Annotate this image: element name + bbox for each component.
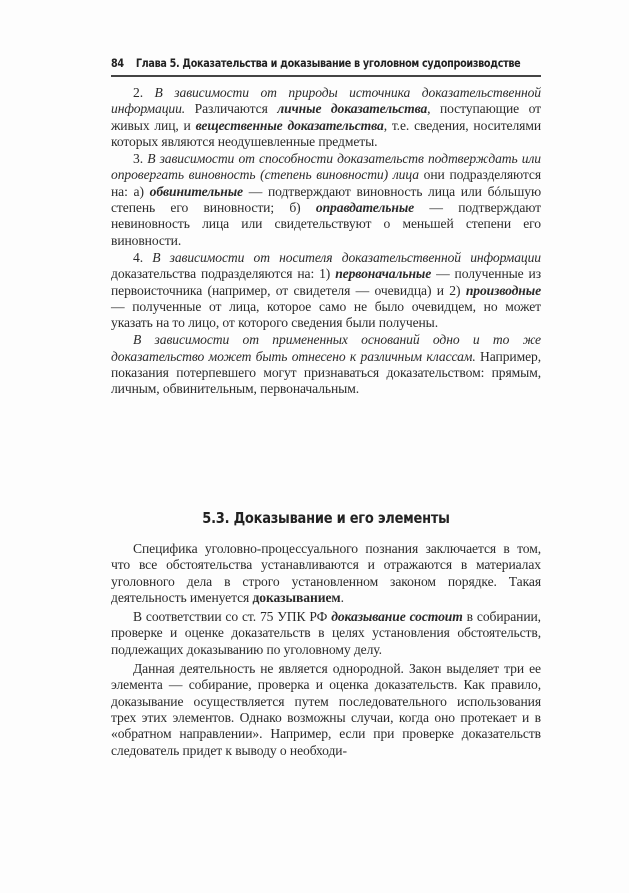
term-personal-evidence: личные доказательства bbox=[277, 101, 428, 117]
paragraph-source-nature: 2. В зависимости от природы источника доказательственной информации. Различаются личные доказательства, поступающие от живых лиц, и вещественные доказательства, т.е. сведения, носителями которых являются неодушевленные предметы. bbox=[111, 85, 542, 149]
page-number: 84 bbox=[111, 57, 124, 70]
term-exculpatory: оправдательные bbox=[315, 200, 415, 216]
paragraph-classes-note: В зависимости от примененных оснований одно и то же доказательство может быть отнесено к различным классам. Например, показания потерпевшего могут признаваться доказательством: прямым, личным, обвинительным, первоначальным. bbox=[111, 332, 541, 397]
section-title: 5.3. Доказывание и его элементы bbox=[202, 509, 450, 527]
paragraph-guilt-ability: 3. В зависимости от способности доказательств подтверждать или опровергать виновность (степень виновности) лица они подразделяются на: а) обвинительные — подтверждают виновность лица или бóльшую степень его виновности; б) оправдательные — подтверждают невиновность лица или свидетельствуют о меньшей степени его виновности. bbox=[111, 151, 542, 248]
term-proving-consists: доказывание состоит bbox=[331, 609, 463, 625]
running-header bbox=[111, 57, 521, 70]
term-proving: доказыванием bbox=[252, 589, 341, 605]
paragraph-article-75: В соответствии со ст. 75 УПК РФ доказывание состоит в собирании, проверке и оценке доказательств в целях установления обстоятельств, подлежащих доказыванию по уголовному делу. bbox=[111, 609, 541, 657]
term-primary: первоначальные bbox=[335, 266, 432, 282]
classification-text bbox=[111, 85, 541, 398]
chapter-title: Глава 5. Доказательства и доказывание в уголовном судопроизводстве bbox=[135, 57, 521, 70]
proof-text bbox=[111, 541, 541, 759]
paragraph-specifics: Специфика уголовно-процессуального познания заключается в том, что все обстоятельства устанавливаются и отражаются в материалах уголовного дела в строго установленном законом порядке. Такая деятельность именуется доказыванием. bbox=[111, 541, 541, 605]
term-material-evidence: вещественные доказательства bbox=[195, 117, 384, 133]
paragraph-info-carrier: 4. В зависимости от носителя доказательственной информации доказательства подразделяются на: 1) первоначальные — полученные из первоисточника (например, от свидетеля — очевидца) и 2) производные — полученные от лица, которое само не было очевидцем, но может указать на то лицо, от которого сведения были получены. bbox=[111, 249, 541, 331]
header-rule bbox=[111, 75, 541, 77]
term-accusatory: обвинительные bbox=[149, 183, 243, 199]
paragraph-elements: Данная деятельность не является однородной. Закон выделяет три ее элемента — собирание, проверка и оценка доказательств. Как правило, доказывание осуществляется путем последовательного использования трех этих элементов. Однако возможны случаи, когда оно протекает и в «обратном направлении». Например, если при проверке доказательств следователь придет к выводу о необходи- bbox=[111, 661, 541, 758]
term-derivative: производные bbox=[465, 282, 541, 298]
